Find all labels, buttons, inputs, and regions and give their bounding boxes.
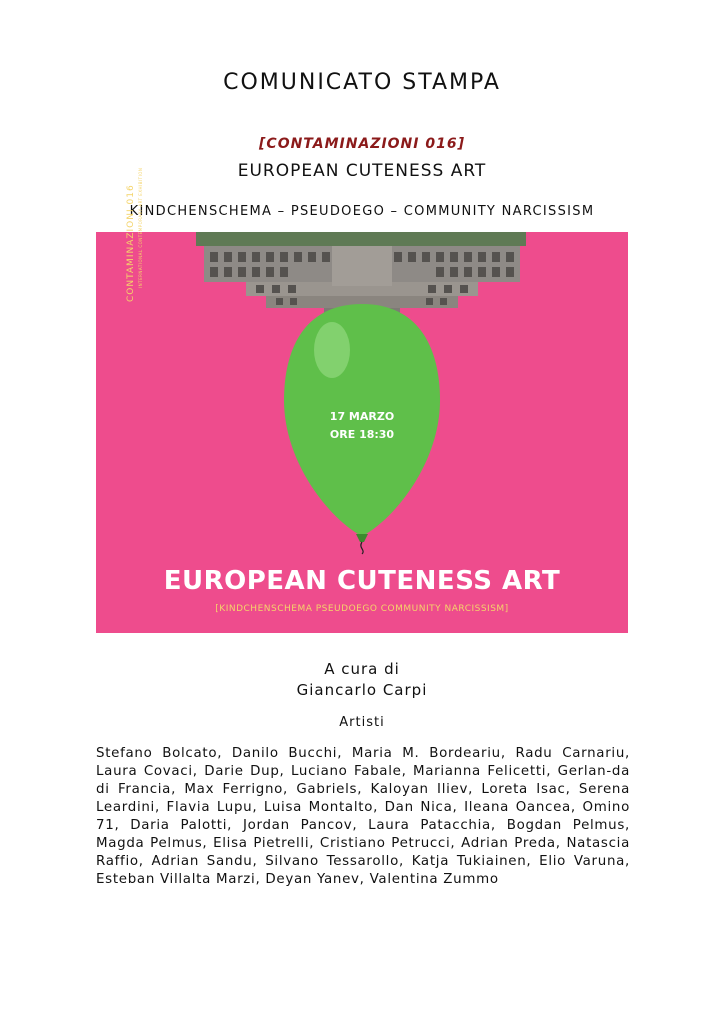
- artists-list: Stefano Bolcato, Danilo Bucchi, Maria M. Bordeariu, Radu Carnariu, Laura Covaci, Darie Dup, Luciano Fabale, Marianna Felicetti, Gerlan-da di Francia, Max Ferrigno, Gabriels, Kaloyan Iliev, Loreta Isac, Serena Leardini, Flavia Lupu, Luisa Montalto, Dan Nica, Ileana Oancea, Omino 71, Daria Palotti, Jordan Pancov, Laura Patacchia, Bogdan Pelmus, Magda Pelmus, Elisa Pietrelli, Cristiano Petrucci, Adrian Preda, Natascia Raffio, Adrian Sandu, Silvano Tessarollo, Katja Tukiainen, Elio Varuna, Esteban Villalta Marzi, Deyan Yanev, Valentina Zummo: [96, 746, 630, 887]
- curated-label: A cura di: [324, 660, 400, 678]
- poster-vertical-title: CONTAMINAZIONI 016: [126, 184, 136, 302]
- poster-title: EUROPEAN CUTENESS ART: [163, 566, 561, 596]
- poster-date: [96, 408, 628, 444]
- poster-vertical-small: INTERNATIONAL CONTEMPORARY ART EXHIBITION: [138, 167, 143, 288]
- series-label: [CONTAMINAZIONI 016]: [259, 136, 465, 152]
- poster-date-line2: ORE 18:30: [329, 428, 395, 441]
- poster-date-line1: 17 MARZO: [329, 410, 395, 423]
- event-poster: [96, 167, 628, 633]
- page-title: COMUNICATO STAMPA: [223, 70, 501, 95]
- artists-label: Artisti: [339, 715, 385, 730]
- upside-down-building: [196, 232, 526, 316]
- curated-by: [0, 659, 724, 701]
- event-subtitle: KINDCHENSCHEMA – PSEUDOEGO – COMMUNITY NARCISSISM: [129, 204, 595, 219]
- event-title: EUROPEAN CUTENESS ART: [237, 161, 487, 181]
- poster-subtitle: [KINDCHENSCHEMA PSEUDOEGO COMMUNITY NARCISSISM]: [215, 604, 509, 614]
- curator-name: Giancarlo Carpi: [296, 681, 428, 699]
